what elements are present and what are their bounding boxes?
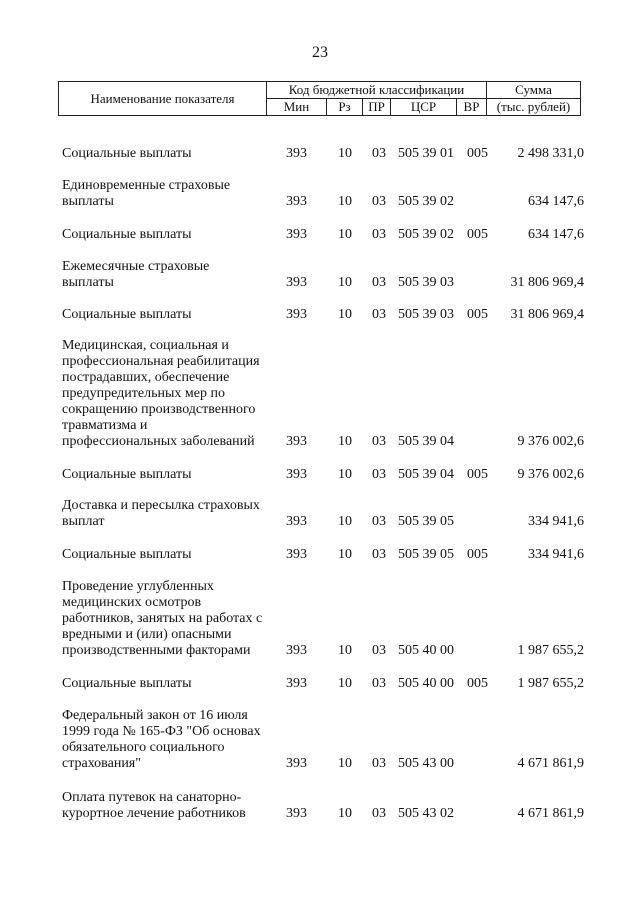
row-name-line: Проведение углубленных [62,579,214,594]
row-name [62,790,270,822]
cell-vr: 005 [467,547,488,562]
cell-vr: 005 [467,307,488,322]
row-name-line: Ежемесячные страховые [62,259,210,274]
header-name-column: Наименование показателя [59,82,267,116]
cell-pr: 03 [372,756,386,771]
cell-rz: 10 [338,756,352,771]
cell-sum: 334 941,6 [528,547,584,562]
cell-pr: 03 [372,643,386,658]
row-name-line: Социальные выплаты [62,467,192,482]
cell-vr: 005 [467,676,488,691]
cell-csr: 505 43 02 [398,806,454,821]
row-name-line: сокращению производственного [62,402,256,417]
cell-pr: 03 [372,514,386,529]
cell-csr: 505 39 05 [398,514,454,529]
cell-csr: 505 39 03 [398,275,454,290]
cell-sum: 31 806 969,4 [510,307,584,322]
cell-min: 393 [286,514,307,529]
cell-csr: 505 39 01 [398,146,454,161]
cell-sum: 334 941,6 [528,514,584,529]
page-number: 23 [312,44,328,61]
header-vr: ВР [457,99,487,116]
row-name-line: Социальные выплаты [62,676,192,691]
cell-sum: 4 671 861,9 [517,806,584,821]
cell-sum: 9 376 002,6 [517,467,584,482]
cell-pr: 03 [372,146,386,161]
row-name-line: медицинских осмотров [62,595,202,610]
cell-csr: 505 40 00 [398,643,454,658]
cell-csr: 505 39 02 [398,194,454,209]
cell-min: 393 [286,676,307,691]
row-name-line: Оплата путевок на санаторно- [62,790,242,805]
row-name-line: Единовременные страховые [62,178,231,193]
cell-min: 393 [286,307,307,322]
cell-rz: 10 [338,806,352,821]
cell-rz: 10 [338,547,352,562]
row-name-line: Социальные выплаты [62,307,192,322]
cell-csr: 505 40 00 [398,676,454,691]
header-sum-unit: (тыс. рублей) [487,99,581,116]
cell-pr: 03 [372,806,386,821]
row-name-line: курортное лечение работников [62,806,246,821]
cell-vr: 005 [467,227,488,242]
cell-sum: 634 147,6 [528,227,584,242]
cell-min: 393 [286,434,307,449]
row-name-line: Федеральный закон от 16 июля [62,708,248,723]
row-name-line: 1999 года № 165-ФЗ "Об основах [62,724,261,739]
cell-pr: 03 [372,676,386,691]
cell-sum: 1 987 655,2 [517,676,584,691]
cell-rz: 10 [338,307,352,322]
row-name-line: предупредительных мер по [62,386,225,401]
row-name-line: пострадавших, обеспечение [62,370,230,385]
cell-vr: 005 [467,467,488,482]
header-min: Мин [267,99,327,116]
cell-sum: 2 498 331,0 [517,146,584,161]
cell-sum: 634 147,6 [528,194,584,209]
row-name-line: производственными факторами [62,643,251,658]
row-name-line: Социальные выплаты [62,146,192,161]
cell-pr: 03 [372,467,386,482]
cell-rz: 10 [338,434,352,449]
cell-pr: 03 [372,434,386,449]
cell-rz: 10 [338,676,352,691]
row-name-line: Социальные выплаты [62,547,192,562]
cell-min: 393 [286,643,307,658]
row-name-line: работников, занятых на работах с [62,611,263,626]
cell-rz: 10 [338,275,352,290]
header-csr: ЦСР [391,99,457,116]
row-name-line: Доставка и пересылка страховых [62,498,260,513]
cell-rz: 10 [338,227,352,242]
row-name-line: выплат [62,514,105,529]
cell-pr: 03 [372,275,386,290]
header-pr: ПР [363,99,391,116]
cell-min: 393 [286,275,307,290]
row-name-line: профессиональных заболеваний [62,434,255,449]
cell-csr: 505 39 02 [398,227,454,242]
cell-pr: 03 [372,194,386,209]
cell-csr: 505 39 04 [398,467,454,482]
row-name-line: профессиональная реабилитация [62,354,260,369]
cell-pr: 03 [372,547,386,562]
cell-rz: 10 [338,194,352,209]
cell-sum: 1 987 655,2 [517,643,584,658]
cell-sum: 4 671 861,9 [517,756,584,771]
cell-csr: 505 39 05 [398,547,454,562]
row-name-line: Социальные выплаты [62,227,192,242]
header-code-group: Код бюджетной классификации [267,82,487,99]
cell-csr: 505 39 04 [398,434,454,449]
row-name-line: вредными и (или) опасными [62,627,232,642]
cell-min: 393 [286,467,307,482]
header-rz: Рз [327,99,363,116]
cell-min: 393 [286,227,307,242]
row-name-line: обязательного социального [62,740,225,755]
cell-min: 393 [286,756,307,771]
cell-sum: 31 806 969,4 [510,275,584,290]
cell-csr: 505 39 03 [398,307,454,322]
row-name-line: выплаты [62,194,114,209]
cell-csr: 505 43 00 [398,756,454,771]
cell-pr: 03 [372,307,386,322]
cell-vr: 005 [467,146,488,161]
cell-rz: 10 [338,514,352,529]
row-name-line: выплаты [62,275,114,290]
row-name-line: страхования" [62,756,141,771]
header-sum-label: Сумма [487,82,581,99]
cell-min: 393 [286,547,307,562]
cell-min: 393 [286,194,307,209]
row-name-line: Медицинская, социальная и [62,338,229,353]
cell-sum: 9 376 002,6 [517,434,584,449]
cell-pr: 03 [372,227,386,242]
cell-rz: 10 [338,146,352,161]
row-name-line: травматизма и [62,418,148,433]
cell-min: 393 [286,146,307,161]
cell-rz: 10 [338,467,352,482]
table-row [0,522,640,822]
cell-min: 393 [286,806,307,821]
cell-rz: 10 [338,643,352,658]
